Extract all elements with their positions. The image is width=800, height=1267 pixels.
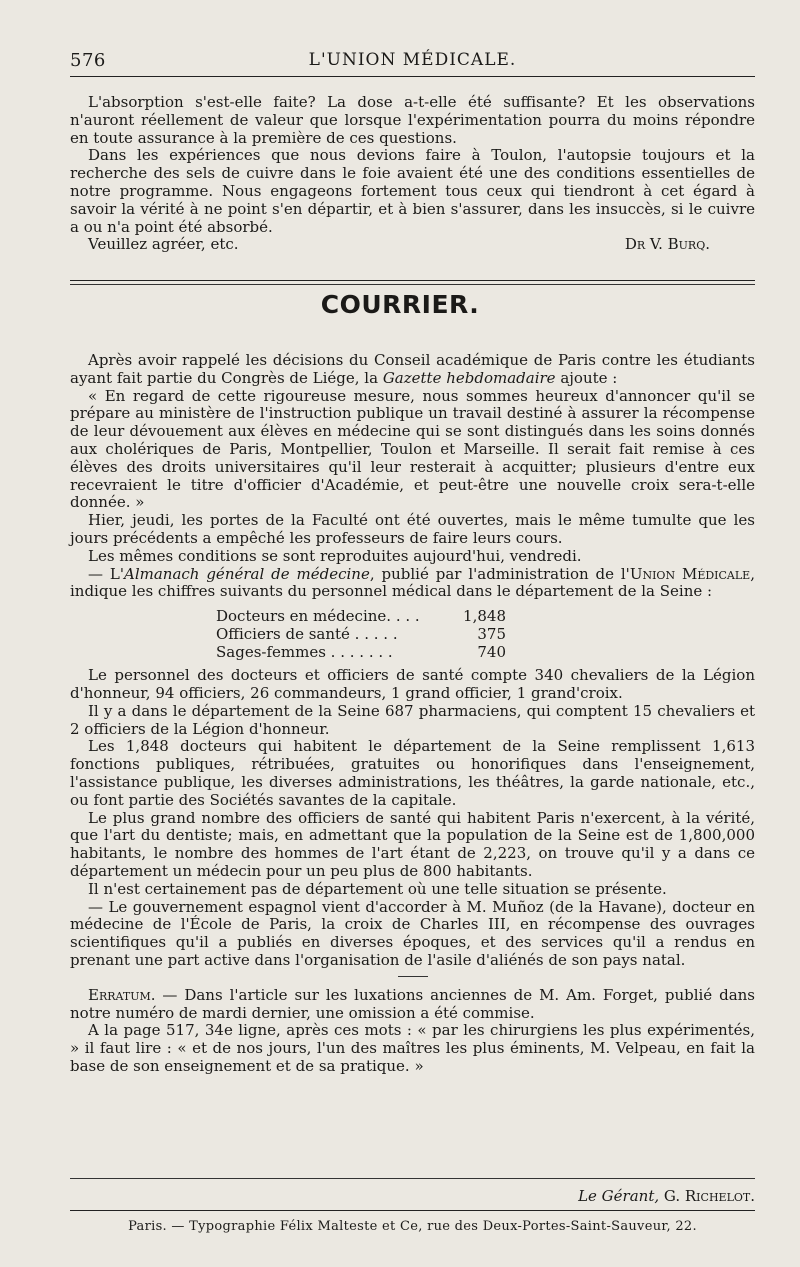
header-rule xyxy=(70,76,755,77)
page-number: 576 xyxy=(70,50,106,71)
courrier-column xyxy=(70,352,755,1076)
letter-signoff xyxy=(70,236,755,256)
manager-role: Le Gérant, xyxy=(578,1187,660,1205)
section-rule-top xyxy=(70,280,755,281)
text-run: , indique les chiffres suivants du personnel médical dans le département de la Seine : xyxy=(70,564,755,601)
courrier-paragraph xyxy=(70,566,755,602)
erratum-label: Erratum. xyxy=(88,985,156,1004)
courrier-paragraph xyxy=(70,352,755,388)
letter-continuation xyxy=(70,94,755,256)
courrier-paragraph: — Le gouvernement espagnol vient d'accorder à M. Muñoz (de la Havane), docteur en médecine de l'École de Paris, la croix de Charles III, en récompense des ouvrages scientifiques qu'il a publiés en diverses époques, et des services qu'il a rendus en prenant une part active dans l'organisation de l'asile d'aliénés de son pays natal. xyxy=(70,897,755,969)
text-run: — Dans l'article sur les luxations anciennes de M. Am. Forget, publié dans notre numéro de mardi dernier, une omission a été commise. xyxy=(70,985,755,1022)
section-title: COURRIER. xyxy=(320,290,480,319)
quotation-paragraph: « En regard de cette rigoureuse mesure, nous sommes heureux d'annoncer qu'il se prépare au ministère de l'instruction publique un travail destiné à assurer la récompense de leur dévouement aux élèves en médecine qui se sont distingués dans les soins donnés aux cholériques de Paris, Montpellier, Toulon et Marseille. Il serait fait remise à ces élèves des droits universitaires qu'il leur resterait à acquitter; plusieurs d'entre eux recevraient le titre d'officier d'Académie, et peut-être une nouvelle croix sera-t-elle donnée. » xyxy=(70,386,755,512)
stat-label: Sages-femmes . . . . . . . xyxy=(216,643,393,662)
table-row xyxy=(216,625,506,643)
manager-name: G. Richelot. xyxy=(663,1187,755,1205)
stat-value: 375 xyxy=(477,625,506,644)
courrier-paragraph: A la page 517, 34e ligne, après ces mots : « par les chirurgiens les plus expérimentés, » il faut lire : « et de nos jours, l'un des maîtres les plus éminents, M. Velpeau, en fait la base de son enseignement et de sa pratique. » xyxy=(70,1021,755,1075)
publication-title: Gazette hebdomadaire xyxy=(382,368,556,387)
courrier-paragraph: Les 1,848 docteurs qui habitent le département de la Seine remplissent 1,613 fonctions publiques, rétribuées, gratuites ou honorifiques dans l'enseignement, l'assistance publique, les diverses administrations, les théâtres, la garde nationale, etc., ou font partie des Sociétés savantes de la capitale. xyxy=(70,737,755,809)
table-row xyxy=(216,607,506,625)
courrier-paragraph: Il y a dans le département de la Seine 687 pharmaciens, qui comptent 15 chevaliers et 2 officiers de la Légion d'honneur. xyxy=(70,701,755,738)
printer-imprint: Paris. — Typographie Félix Malteste et Ce, rue des Deux-Portes-Saint-Sauveur, 22. xyxy=(128,1219,697,1234)
stat-label: Docteurs en médecine. . . . xyxy=(216,607,420,626)
publication-title: Almanach général de médecine xyxy=(123,564,370,583)
manager-signature xyxy=(578,1187,755,1205)
personnel-table xyxy=(216,607,506,661)
erratum-paragraph xyxy=(70,987,755,1023)
courrier-paragraph: Le personnel des docteurs et officiers de santé compte 340 chevaliers de la Légion d'honneur, 94 officiers, 26 commandeurs, 1 grand officier, 1 grand'croix. xyxy=(70,666,755,702)
footer-rule-top xyxy=(70,1178,755,1179)
stat-value: 740 xyxy=(477,643,506,662)
letter-signature: Dr V. Burq. xyxy=(624,235,710,254)
separator-rule xyxy=(398,976,428,977)
text-run: — L' xyxy=(88,564,124,583)
courrier-paragraph: Hier, jeudi, les portes de la Faculté ont été ouvertes, mais le même tumulte que les jours précédents a empêché les professeurs de faire leurs cours. xyxy=(70,511,755,547)
footer-rule xyxy=(70,1210,755,1211)
text-run: ajoute : xyxy=(555,368,618,387)
journal-title: L'UNION MÉDICALE. xyxy=(308,50,517,70)
stat-label: Officiers de santé . . . . . xyxy=(216,625,398,644)
table-row xyxy=(216,643,506,661)
page-header xyxy=(70,50,755,74)
section-rule-top-thin xyxy=(70,284,755,285)
letter-closing: Veuillez agréer, etc. xyxy=(88,235,239,254)
text-run: Après avoir rappelé les décisions du Conseil académique de Paris contre les étudiants ayant fait partie du Congrès de Liége, la xyxy=(70,351,755,387)
stat-value: 1,848 xyxy=(463,607,506,626)
letter-paragraph: Dans les expériences que nous devions faire à Toulon, l'autopsie toujours et la recherche des sels de cuivre dans le foie avaient été une des conditions essentielles de notre programme. Nous engageons fortement tous ceux qui tiendront à cet égard à savoir la vérité à ne point s'en départir, et à bien s'assurer, dans les insuccès, si le cuivre a ou n'a point été absorbé. xyxy=(70,146,755,236)
courrier-paragraph: Il n'est certainement pas de département où une telle situation se présente. xyxy=(88,879,667,898)
text-run: , publié par l'administration de l' xyxy=(369,564,630,583)
letter-paragraph: L'absorption s'est-elle faite? La dose a-t-elle été suffisante? Et les observations n'auront réellement de valeur que lorsque l'expérimentation pourra du moins répondre en toute assurance à la première de ces questions. xyxy=(70,93,755,147)
courrier-paragraph: Les mêmes conditions se sont reproduites aujourd'hui, vendredi. xyxy=(88,546,582,565)
journal-name: Union Médicale xyxy=(629,564,751,583)
courrier-paragraph: Le plus grand nombre des officiers de santé qui habitent Paris n'exercent, à la vérité, que l'art du dentiste; mais, en admettant que la population de la Seine est de 1,800,000 habitants, le nombre des hommes de l'art étant de 2,223, on trouve qu'il y a dans ce département un médecin pour un peu plus de 800 habitants. xyxy=(70,808,755,880)
